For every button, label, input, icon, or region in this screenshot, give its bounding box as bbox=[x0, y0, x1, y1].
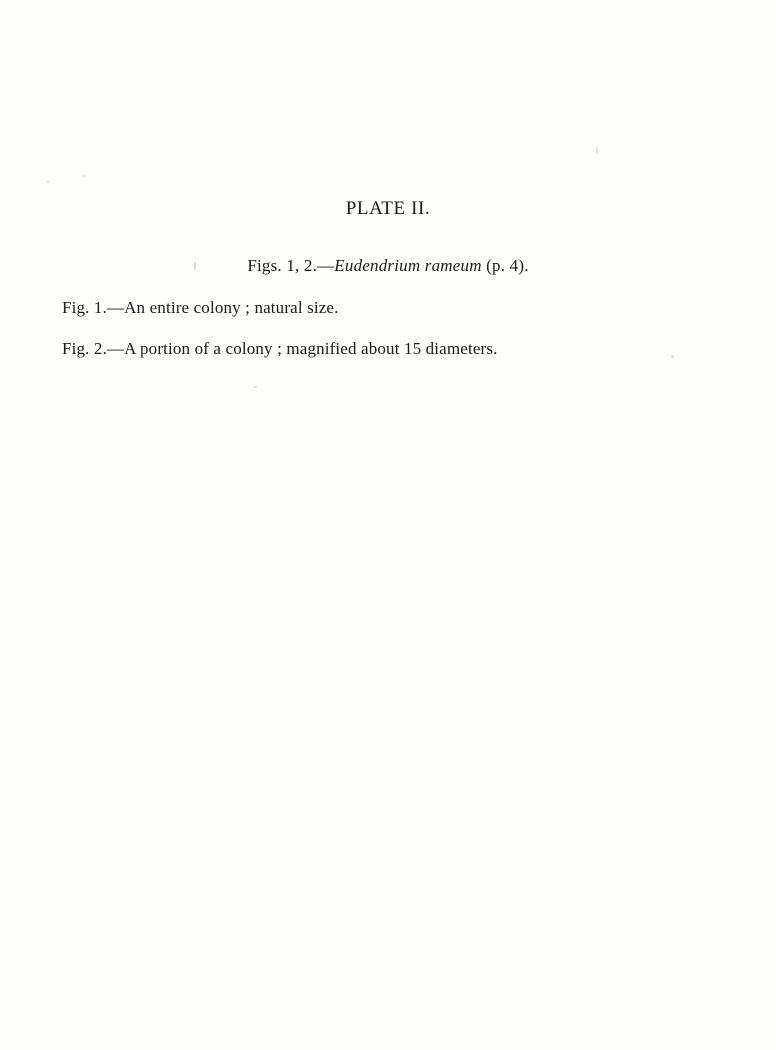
scan-artifact-speck bbox=[671, 355, 674, 358]
figure-caption-1: Fig. 1.—An entire colony ; natural size. bbox=[62, 298, 339, 317]
scan-artifact-speck bbox=[47, 181, 49, 183]
scan-artifact-speck bbox=[253, 386, 257, 388]
scan-artifact-speck bbox=[83, 175, 86, 177]
scan-artifact-speck bbox=[596, 147, 598, 154]
plate-title: PLATE II. bbox=[345, 198, 431, 219]
figures-heading bbox=[0, 256, 776, 276]
figures-heading-species: Eudendrium rameum bbox=[334, 256, 482, 275]
figures-heading-suffix: (p. 4). bbox=[481, 256, 529, 275]
figure-caption-2: Fig. 2.—A portion of a colony ; magnified about 15 diameters. bbox=[62, 339, 498, 358]
figures-heading-prefix: Figs. 1, 2.— bbox=[247, 256, 335, 275]
